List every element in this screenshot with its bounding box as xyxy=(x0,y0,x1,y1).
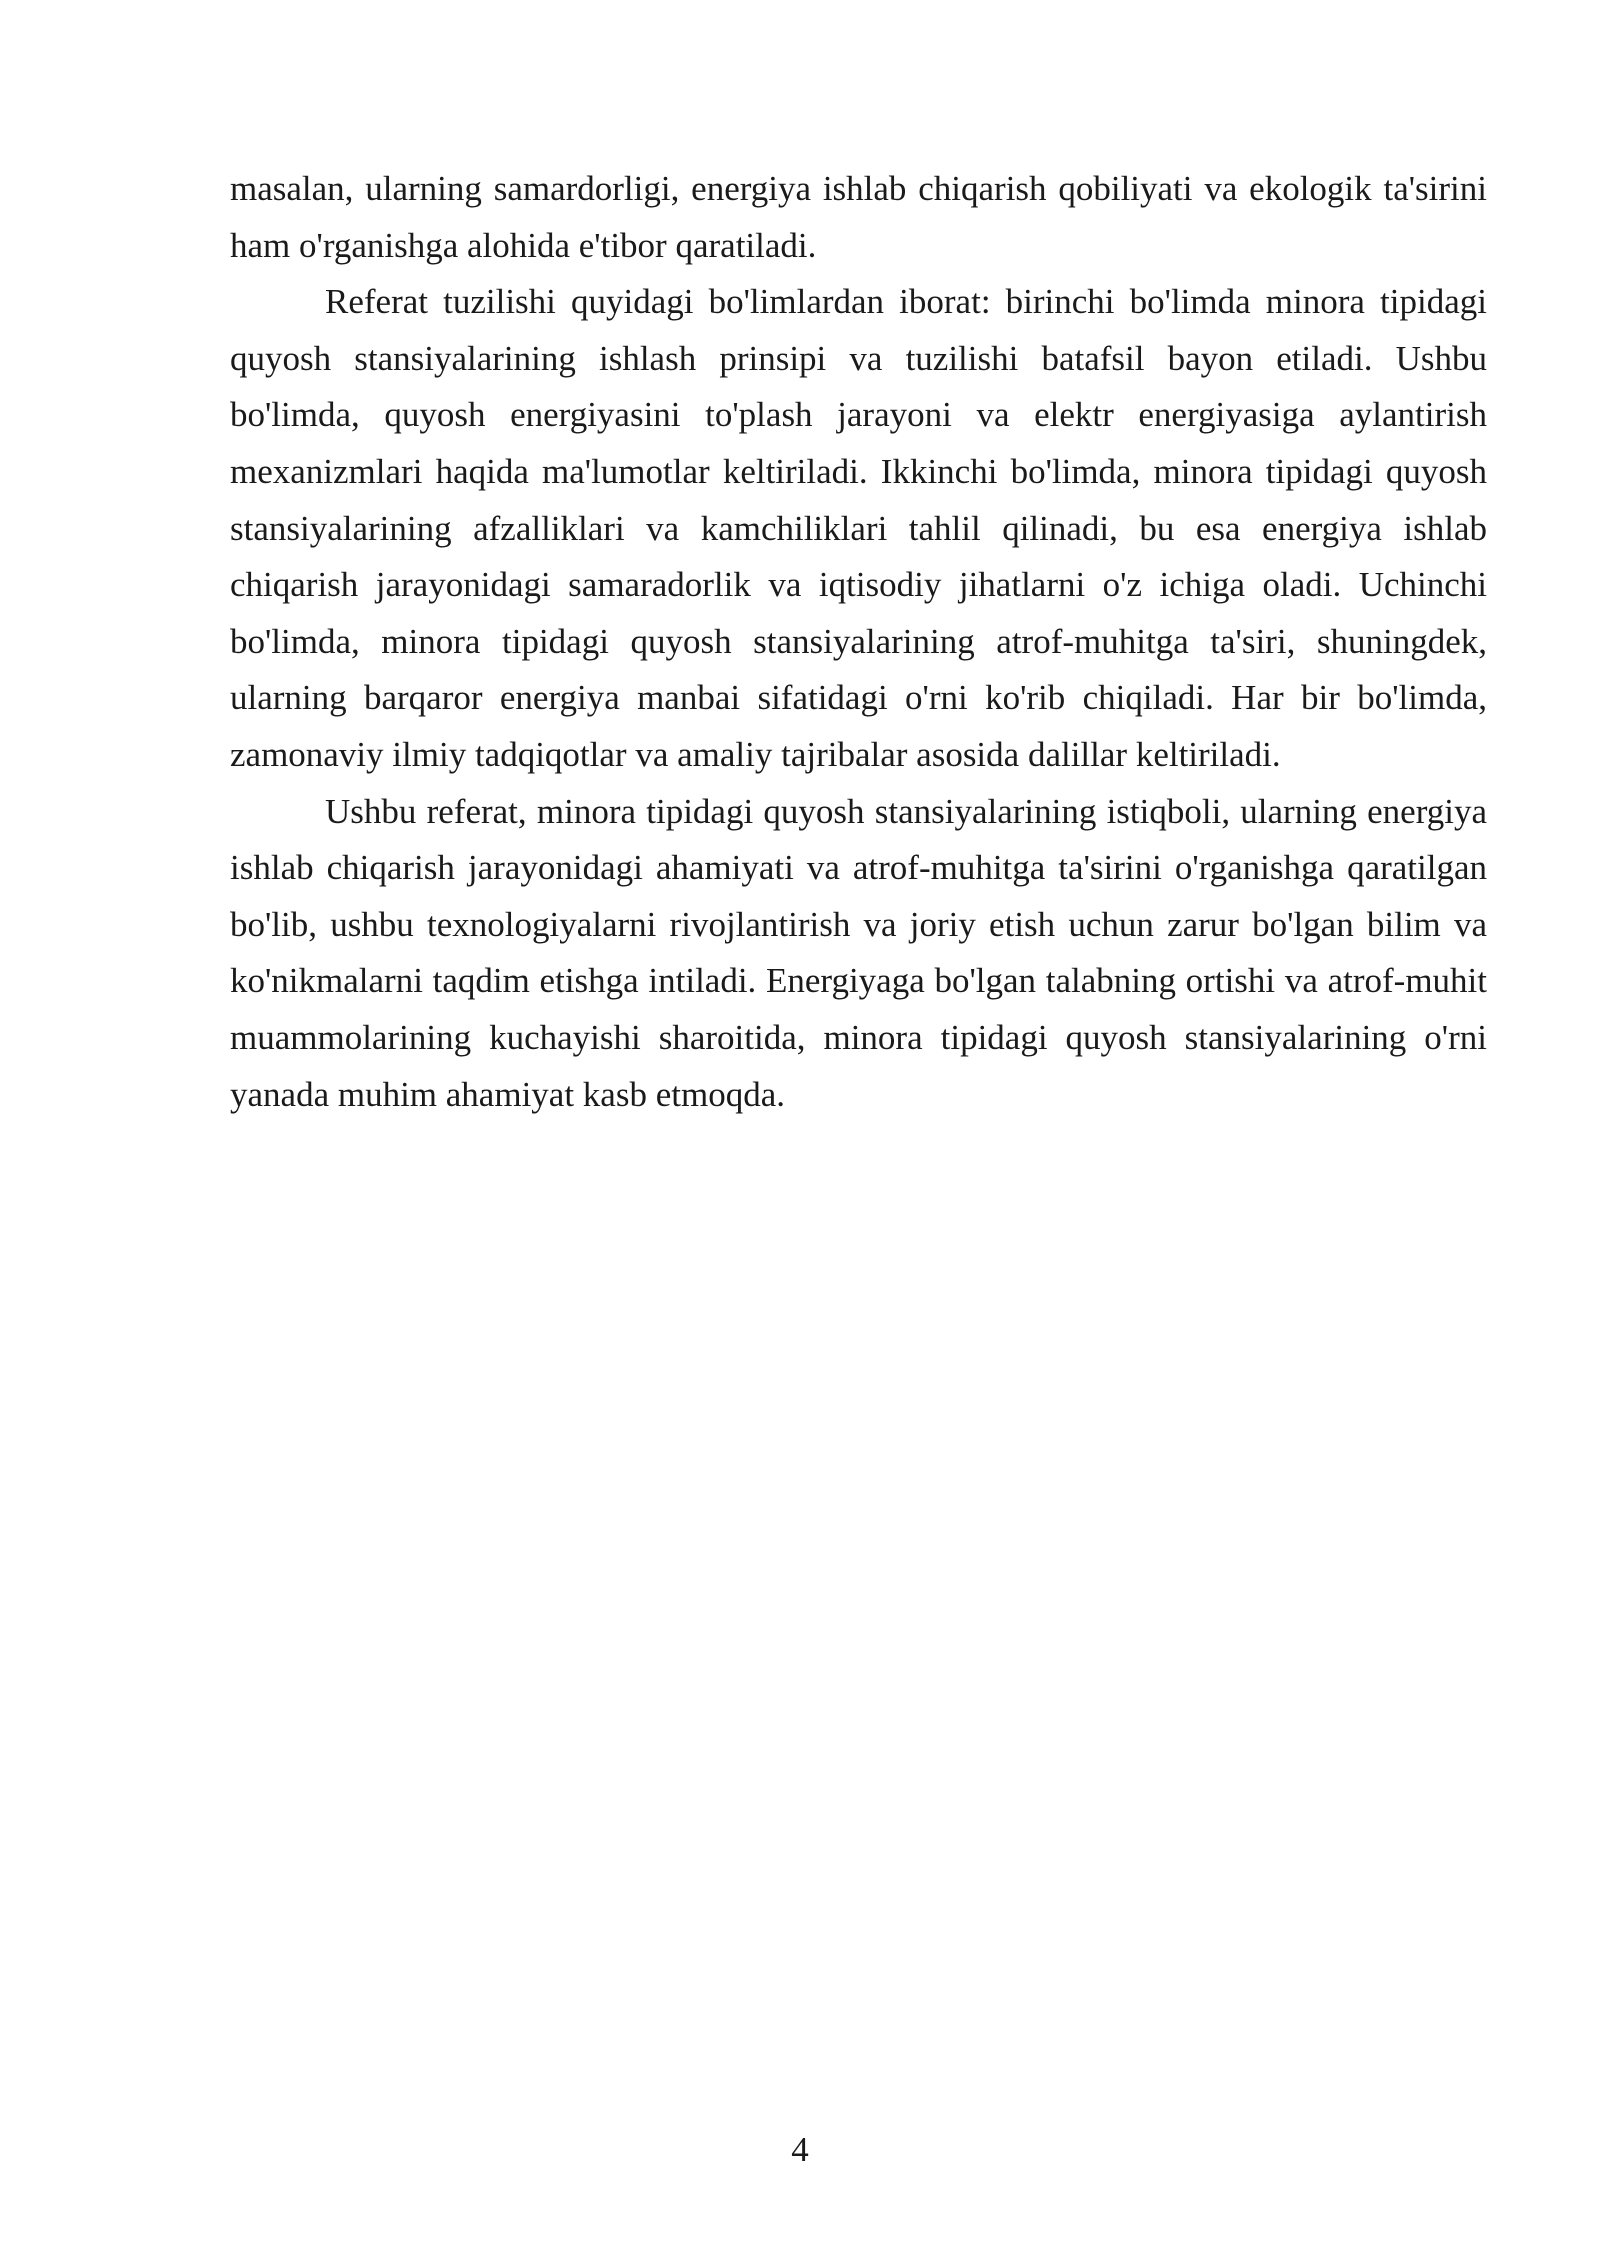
paragraph-structure: Referat tuzilishi quyidagi bo'limlardan iborat: birinchi bo'limda minora tipidagi quyosh stansiyalarining ishlash prinsipi va tuzilishi batafsil bayon etiladi. Ushbu bo'limda, quyosh energiyasini to'plash jarayoni va elektr energiyasiga aylantirish mexanizmlari haqida ma'lumotlar keltiriladi. Ikkinchi bo'limda, minora tipidagi quyosh stansiyalarining afzalliklari va kamchiliklari tahlil qilinadi, bu esa energiya ishlab chiqarish jarayonidagi samaradorlik va iqtisodiy jihatlarni o'z ichiga oladi. Uchinchi bo'limda, minora tipidagi quyosh stansiyalarining atrof-muhitga ta'siri, shuningdek, ularning barqaror energiya manbai sifatidagi o'rni ko'rib chiqiladi. Har bir bo'limda, zamonaviy ilmiy tadqiqotlar va amaliy tajribalar asosida dalillar keltiriladi. xyxy=(230,282,1487,774)
paragraph-conclusion: Ushbu referat, minora tipidagi quyosh stansiyalarining istiqboli, ularning energiya ishlab chiqarish jarayonidagi ahamiyati va atrof-muhitga ta'sirini o'rganishga qaratilgan bo'lib, ushbu texnologiyalarni rivojlantirish va joriy etish uchun zarur bo'lgan bilim va ko'nikmalarni taqdim etishga intiladi. Energiyaga bo'lgan talabning ortishi va atrof-muhit muammolarining kuchayishi sharoitida, minora tipidagi quyosh stansiyalarining o'rni yanada muhim ahamiyat kasb etmoqda. xyxy=(230,791,1487,1114)
paragraph-continuation: masalan, ularning samardorligi, energiya ishlab chiqarish qobiliyati va ekologik ta'sirini ham o'rganishga alohida e'tibor qaratiladi. xyxy=(230,169,1487,265)
body-text xyxy=(230,161,1487,1123)
page-number: 4 xyxy=(791,2130,809,2169)
